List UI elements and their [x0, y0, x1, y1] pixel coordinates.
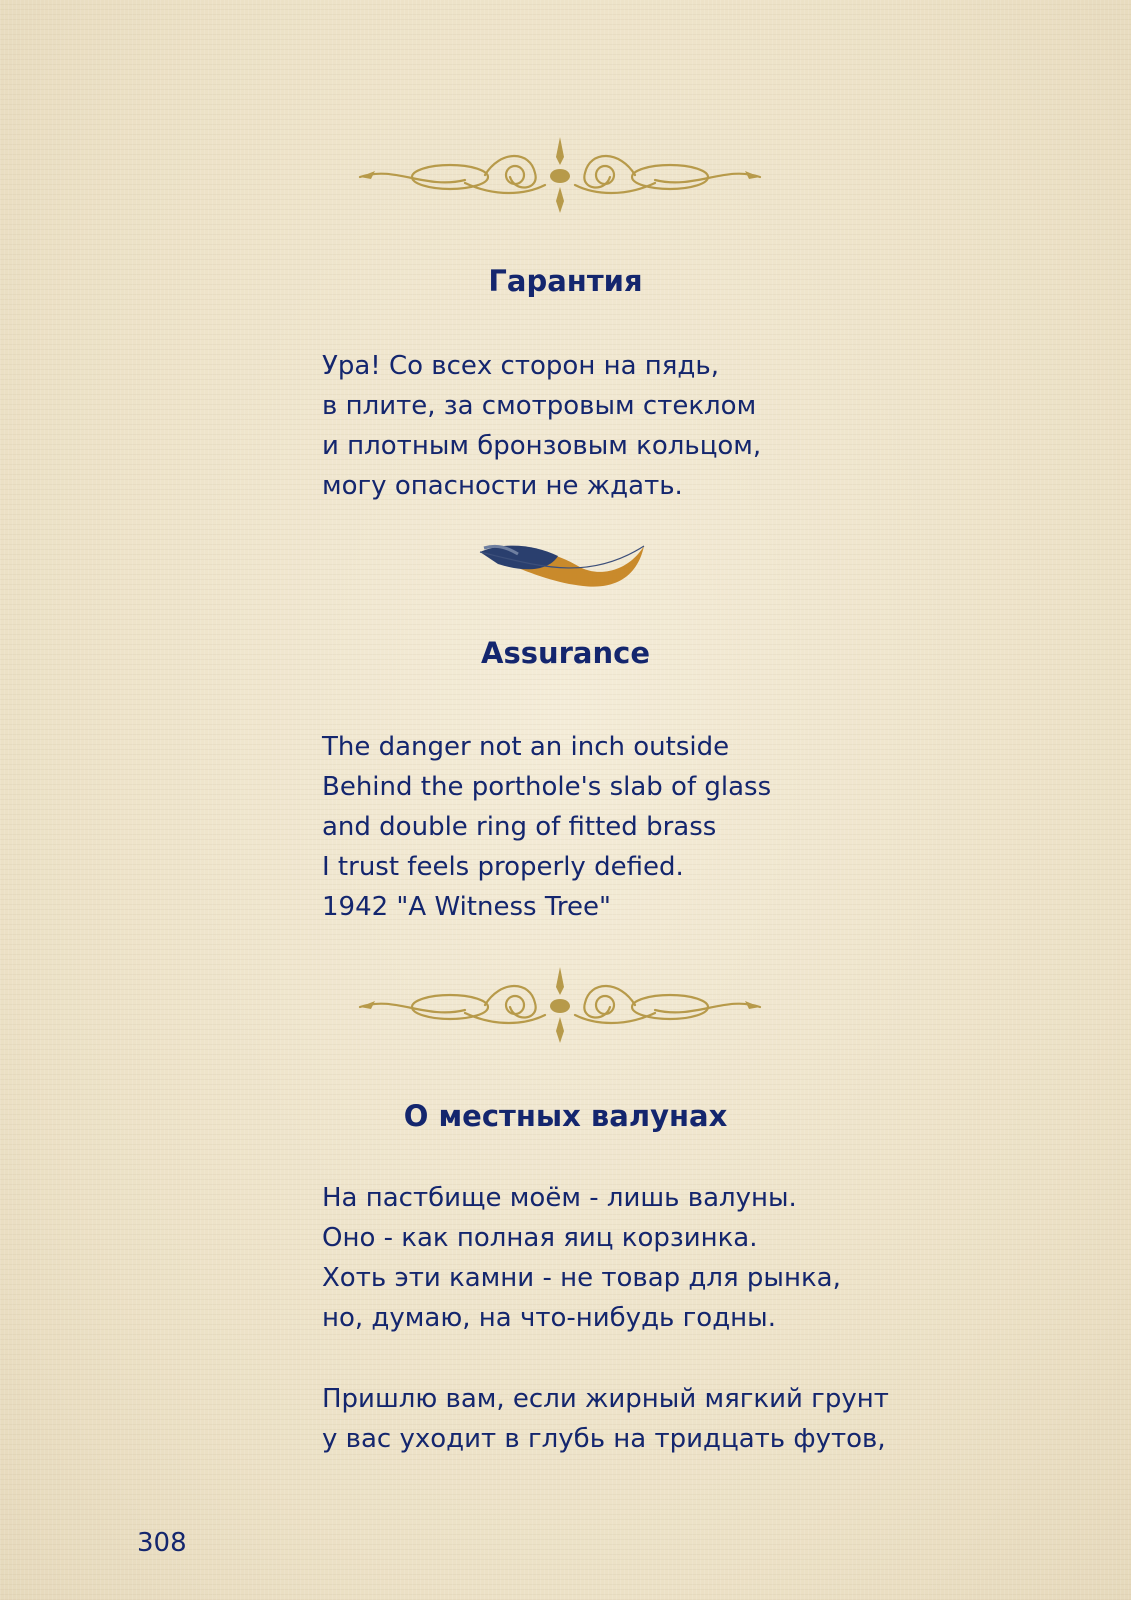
poem-line: Ура! Со всех сторон на пядь,: [322, 351, 719, 381]
poem-stanza: [322, 346, 761, 506]
poem-title-russian: Гарантия: [488, 264, 643, 298]
flourish-divider-icon: [355, 135, 765, 215]
poem-stanza: [322, 1178, 841, 1338]
poem-line: могу опасности не ждать.: [322, 471, 683, 501]
poem-line: Хоть эти камни - не товар для рынка,: [322, 1263, 841, 1293]
poem-stanza: [322, 1379, 889, 1459]
poem-line: Пришлю вам, если жирный мягкий грунт: [322, 1384, 889, 1414]
feather-icon: [478, 538, 648, 602]
poem-line: The danger not an inch outside: [322, 732, 730, 762]
poem-line: Оно - как полная яиц корзинка.: [322, 1223, 758, 1253]
poem-line: На пастбище моём - лишь валуны.: [322, 1183, 797, 1213]
flourish-divider-icon: [355, 965, 765, 1045]
poem-line: у вас уходит в глубь на тридцать футов,: [322, 1424, 886, 1454]
poem-line: и плотным бронзовым кольцом,: [322, 431, 762, 461]
poem-line: в плите, за смотровым стеклом: [322, 391, 757, 421]
poem-stanza: [322, 727, 771, 927]
page-number: 308: [137, 1528, 187, 1558]
poem-line: но, думаю, на что-нибудь годны.: [322, 1303, 776, 1333]
poem-source-line: 1942 "A Witness Tree": [322, 892, 611, 922]
poem-title-russian: О местных валунах: [403, 1099, 728, 1133]
poem-line: Behind the porthole's slab of glass: [322, 772, 772, 802]
poem-line: and double ring of fitted brass: [322, 812, 717, 842]
poem-line: I trust feels properly defied.: [322, 852, 684, 882]
poem-title-english: Assurance: [481, 636, 650, 670]
